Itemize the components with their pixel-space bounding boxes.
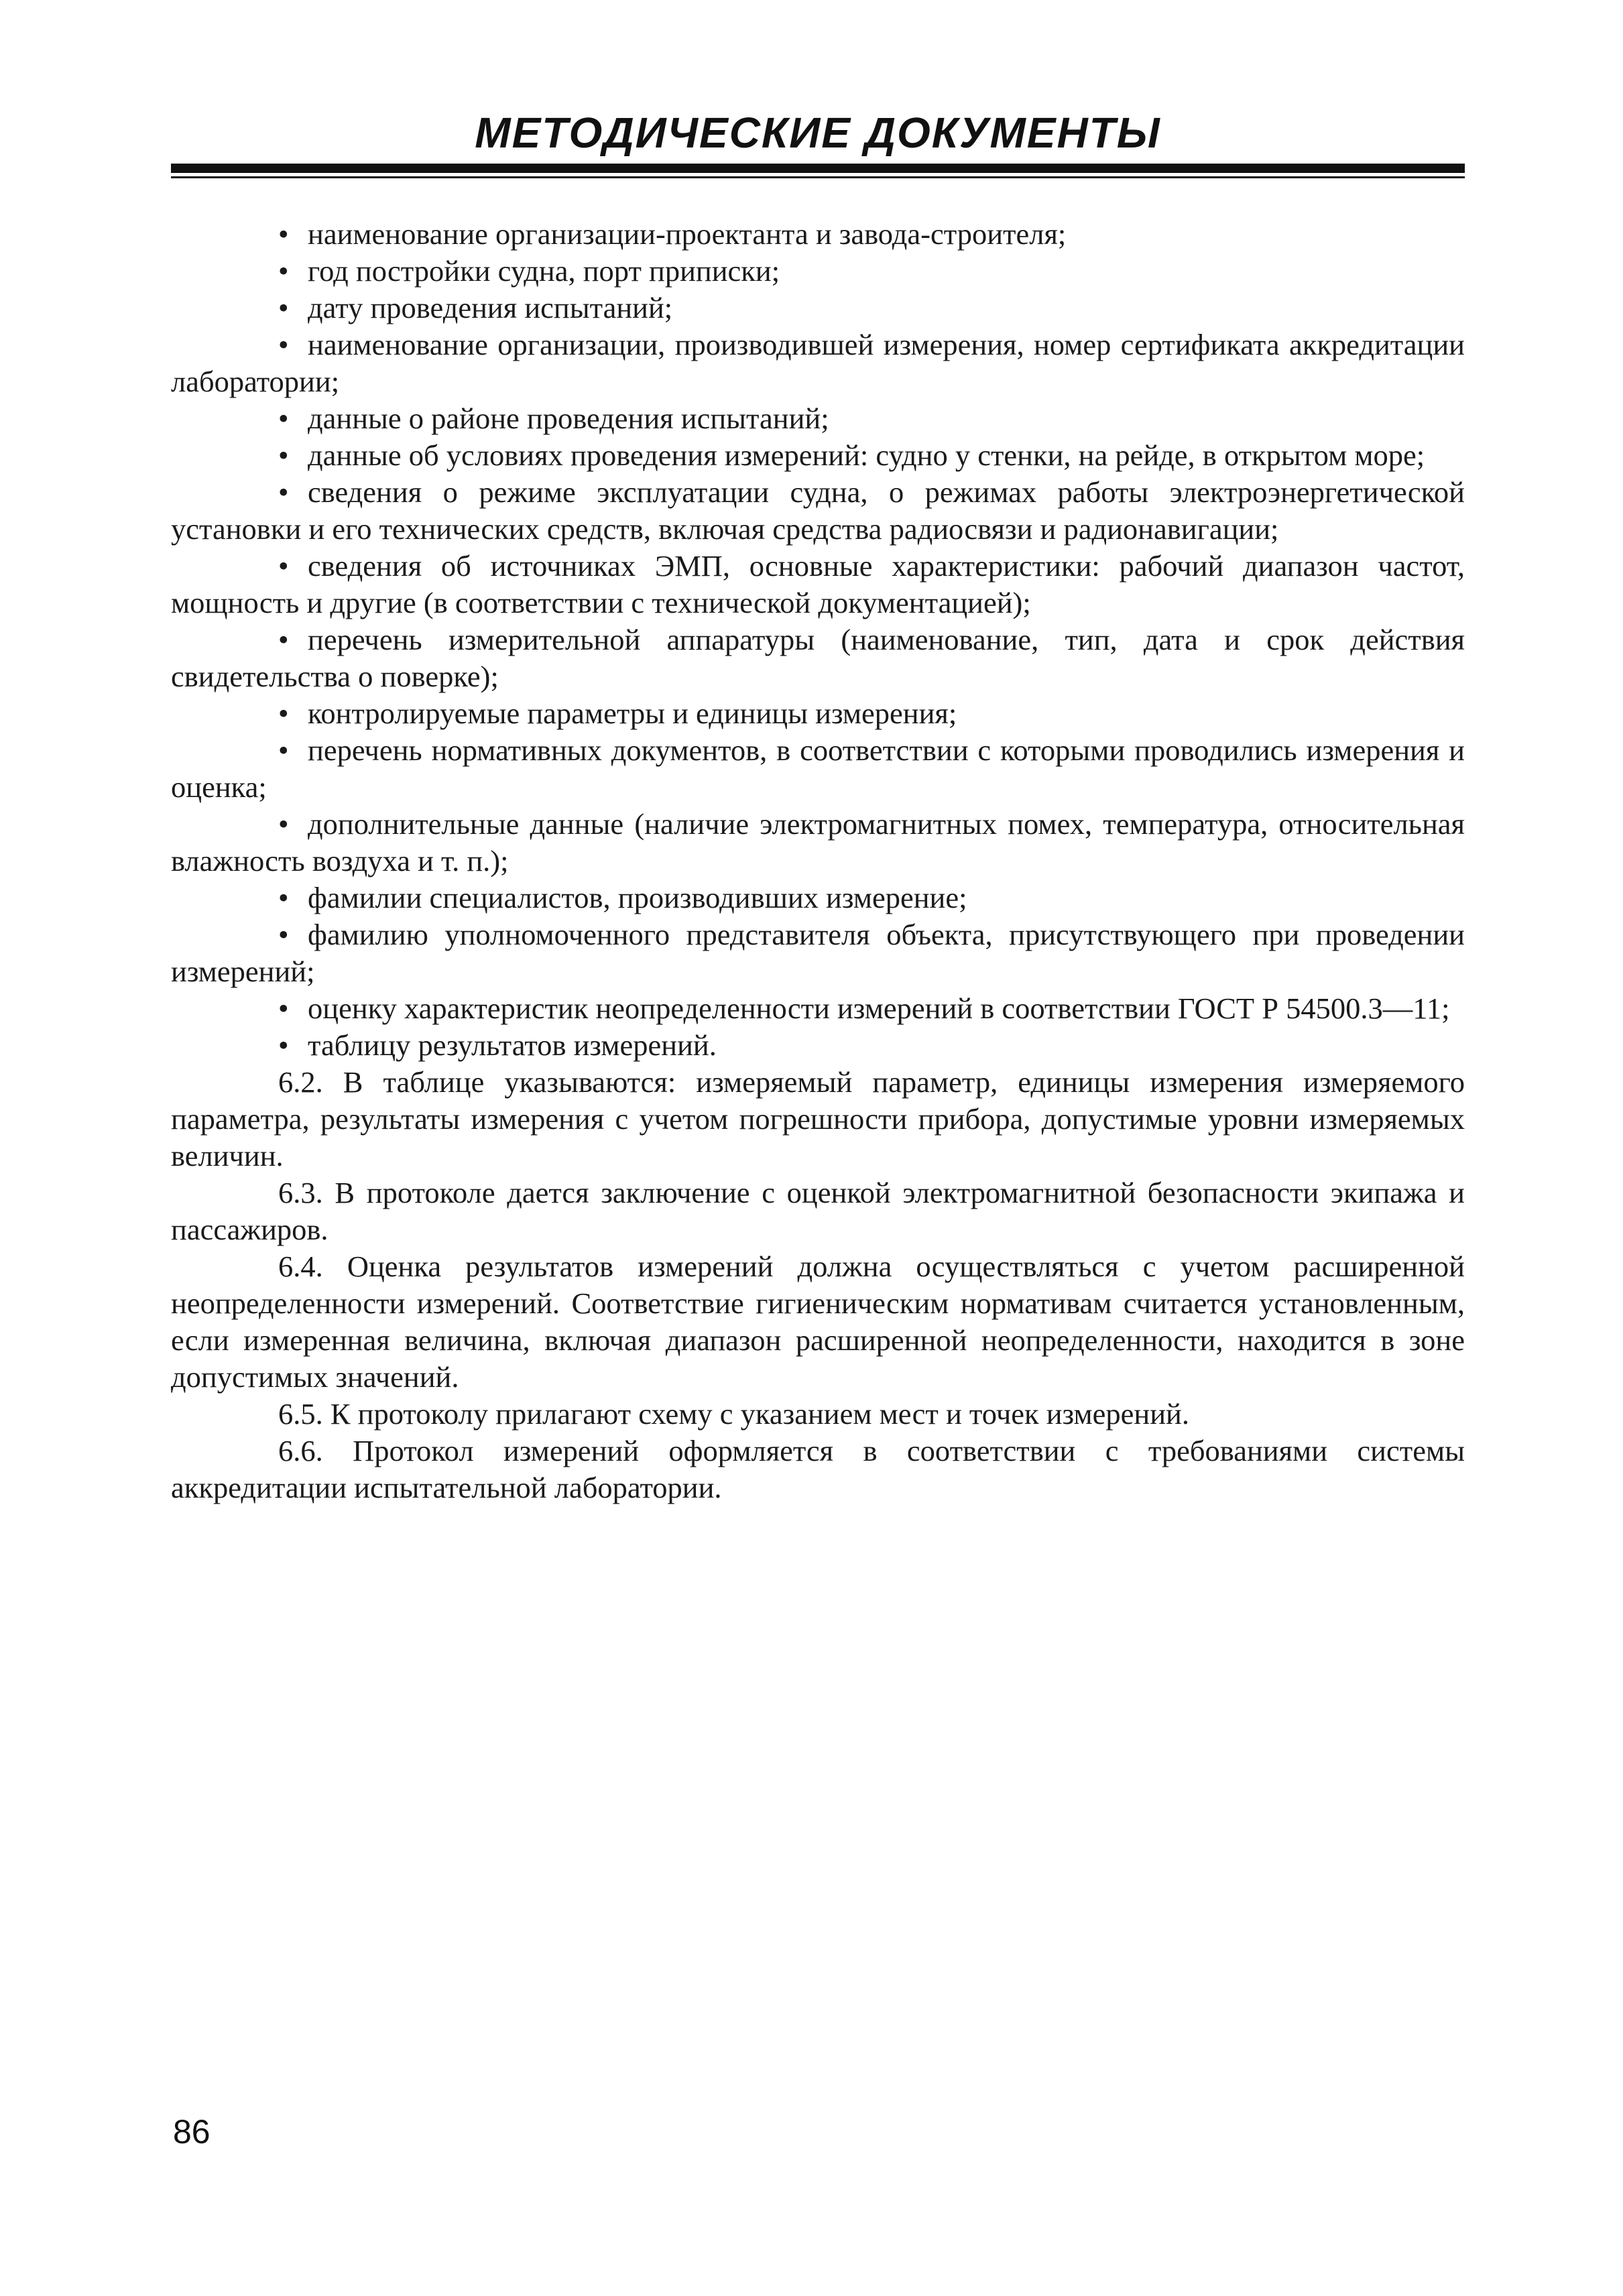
bullet-item: • сведения о режиме эксплуатации судна, о режимах работы электроэнергетической установки и его технических средств, включая средства радиосвязи и радионавигации;	[171, 475, 1465, 546]
paragraph-6-3: 6.3. В протоколе дается заключение с оценкой электромагнитной безопасности экипажа и пассажиров.	[171, 1176, 1465, 1246]
header-rule-thin	[171, 176, 1465, 178]
page-header	[171, 107, 1465, 178]
bullet-item: • год постройки судна, порт приписки;	[171, 253, 1465, 290]
bullet-item: • дополнительные данные (наличие электромагнитных помех, температура, относительная влажность воздуха и т. п.);	[171, 807, 1465, 878]
bullet-item: • фамилию уполномоченного представителя объекта, присутствующего при проведении измерений;	[171, 918, 1465, 988]
document-body	[171, 216, 1465, 1506]
bullet-icon: •	[278, 291, 289, 324]
paragraph-6-2: 6.2. В таблице указываются: измеряемый параметр, единицы измерения измеряемого параметра, результаты измерения с учетом погрешности прибора, допустимые уровни измеряемых величин.	[171, 1065, 1465, 1172]
paragraph-6-6: 6.6. Протокол измерений оформляется в соответствии с требованиями системы аккредитации испытательной лаборатории.	[171, 1434, 1465, 1504]
bullet-icon: •	[278, 807, 289, 841]
bullet-item: • наименование организации, производившей измерения, номер сертификата аккредитации лаборатории;	[171, 328, 1465, 398]
bullet-item: • сведения об источниках ЭМП, основные характеристики: рабочий диапазон частот, мощность и другие (в соответствии с технической документацией);	[171, 549, 1465, 619]
bullet-icon: •	[278, 549, 289, 583]
bullet-icon: •	[278, 475, 289, 509]
section-title: МЕТОДИЧЕСКИЕ ДОКУМЕНТЫ	[475, 109, 1161, 157]
header-rule-thick	[171, 164, 1465, 173]
bullet-icon: •	[278, 733, 289, 767]
bullet-item: • наименование организации-проектанта и завода-строителя;	[171, 216, 1465, 253]
bullet-icon: •	[278, 918, 289, 951]
paragraph-6-5: 6.5. К протоколу прилагают схему с указанием мест и точек измерений.	[278, 1397, 1189, 1431]
bullet-item: • фамилии специалистов, производивших измерение;	[171, 880, 1465, 916]
bullet-item: • дату проведения испытаний;	[171, 290, 1465, 326]
bullet-item: • перечень нормативных документов, в соответствии с которыми проводились измерения и оценка;	[171, 733, 1465, 804]
bullet-icon: •	[278, 402, 289, 435]
bullet-item: • оценку характеристик неопределенности измерений в соответствии ГОСТ Р 54500.3—11;	[171, 990, 1465, 1027]
bullet-icon: •	[278, 438, 289, 472]
bullet-icon: •	[278, 881, 289, 914]
bullet-item: • данные о районе проведения испытаний;	[171, 400, 1465, 437]
bullet-icon: •	[278, 1028, 289, 1062]
bullet-icon: •	[278, 623, 289, 656]
bullet-icon: •	[278, 991, 289, 1025]
bullet-icon: •	[278, 697, 289, 730]
bullet-icon: •	[278, 328, 289, 361]
paragraph-6-4: 6.4. Оценка результатов измерений должна осуществляться с учетом расширенной неопределенности измерений. Соответствие гигиеническим нормативам считается установленным, если измеренная величина, включая диапазон расширенной неопределенности, находится в зоне допустимых значений.	[171, 1250, 1465, 1394]
bullet-item: • перечень измерительной аппаратуры (наименование, тип, дата и срок действия свидетельства о поверке);	[171, 623, 1465, 693]
bullet-icon: •	[278, 217, 289, 251]
page-number: 86	[173, 2113, 211, 2151]
bullet-icon: •	[278, 254, 289, 288]
bullet-item: • таблицу результатов измерений.	[171, 1027, 1465, 1064]
bullet-item: • контролируемые параметры и единицы измерения;	[171, 695, 1465, 732]
bullet-item: • данные об условиях проведения измерений: судно у стенки, на рейде, в открытом море;	[171, 437, 1465, 474]
